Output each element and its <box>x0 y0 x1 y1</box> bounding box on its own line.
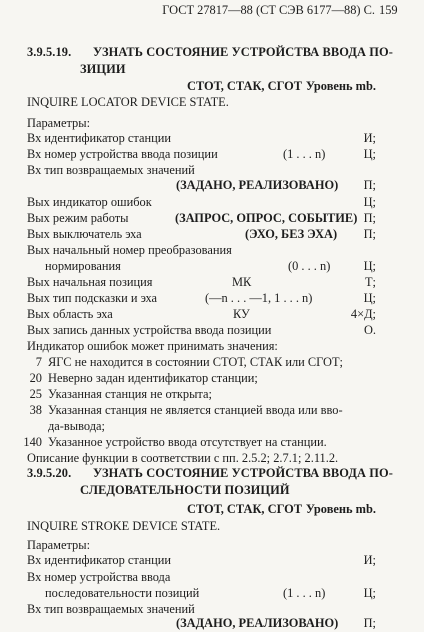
operating-states: СТОТ, СТАК, СГОТ <box>187 79 303 93</box>
standard-code: ГОСТ 27817—88 (СТ СЭВ 6177—88) С. <box>162 3 375 17</box>
english-name: INQUIRE LOCATOR DEVICE STATE. <box>27 95 229 109</box>
param-row: Вых выключатель эха (ЭХО, БЕЗ ЭХА) П; <box>27 227 376 241</box>
param-row: Вх номер устройства ввода позиции (1 . . . n) Ц; <box>27 147 376 161</box>
parameters-label: Параметры: <box>27 116 91 130</box>
param-row: Вх тип возвращаемых значений <box>27 163 195 177</box>
param-row: Вых запись данных устройства ввода позиции О. <box>27 323 376 337</box>
section-title: УЗНАТЬ СОСТОЯНИЕ УСТРОЙСТВА ВВОДА ПО- <box>93 466 393 480</box>
section-title: ЗИЦИИ <box>80 62 126 76</box>
param-row: Вх номер устройства ввода <box>27 570 171 584</box>
param-row: (ЗАДАНО, РЕАЛИЗОВАНО) П; <box>176 178 376 192</box>
param-row: Вых индикатор ошибок Ц; <box>27 195 376 209</box>
section-heading-line <box>0 466 424 481</box>
error-item: 20 Неверно задан идентификатор станции; <box>29 371 258 385</box>
level: Уровень mb. <box>305 502 376 516</box>
param-row: Вх идентификатор станции И; <box>27 553 376 567</box>
param-row: последовательности позиций (1 . . . n) Ц; <box>45 586 376 600</box>
english-name: INQUIRE STROKE DEVICE STATE. <box>27 519 221 533</box>
param-row: Вых начальная позиция МК Т; <box>27 275 376 289</box>
error-item: 7 ЯГС не находится в состоянии СТОТ, СТАК или СГОТ; <box>35 355 343 369</box>
param-row: Вх тип возвращаемых значений <box>27 602 195 616</box>
running-header <box>0 3 424 18</box>
section-heading-line <box>0 62 424 77</box>
error-item: да-вывода; <box>48 419 105 433</box>
page-number: 159 <box>379 3 398 17</box>
param-row: Вых тип подсказки и эха (—n . . . —1, 1 . . . n) Ц; <box>27 291 376 305</box>
error-intro: Индикатор ошибок может принимать значения: <box>27 339 278 353</box>
section-heading-line <box>0 483 424 498</box>
section-heading-line <box>0 45 424 60</box>
function-description: Описание функции в соответствии с пп. 2.5.2; 2.7.1; 2.11.2. <box>27 451 339 465</box>
level: Уровень mb. <box>305 79 376 93</box>
error-item: 25 Указанная станция не открыта; <box>29 387 212 401</box>
parameters-label: Параметры: <box>27 538 91 552</box>
error-item: 140 Указанное устройство ввода отсутствует на станции. <box>23 435 327 449</box>
error-item: 38 Указанная станция не является станцией ввода или вво- <box>29 403 343 417</box>
section-number: 3.9.5.20. <box>27 466 72 480</box>
states-line <box>0 79 424 94</box>
param-row: Вх идентификатор станции И; <box>27 131 376 145</box>
section-number: 3.9.5.19. <box>27 45 72 59</box>
param-row: Вых режим работы (ЗАПРОС, ОПРОС, СОБЫТИЕ) П; <box>27 211 376 225</box>
section-title: СЛЕДОВАТЕЛЬНОСТИ ПОЗИЦИЙ <box>80 483 290 497</box>
states-line <box>0 502 424 517</box>
section-title: УЗНАТЬ СОСТОЯНИЕ УСТРОЙСТВА ВВОДА ПО- <box>93 45 393 59</box>
param-row: нормирования (0 . . . n) Ц; <box>45 259 376 273</box>
param-row: (ЗАДАНО, РЕАЛИЗОВАНО) П; <box>176 616 376 630</box>
param-row: Вых начальный номер преобразования <box>27 243 232 257</box>
operating-states: СТОТ, СТАК, СГОТ <box>187 502 303 516</box>
param-row: Вых область эха КУ 4×Д; <box>27 307 376 321</box>
